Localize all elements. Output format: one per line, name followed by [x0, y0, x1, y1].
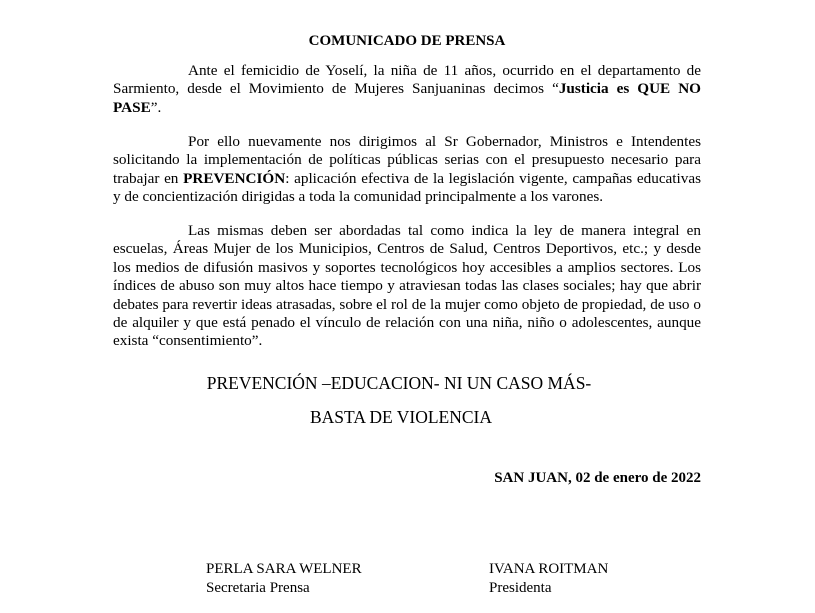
- paragraph-1-text: Ante el femicidio de Yoselí, la niña de 11 años, ocurrido en el departamento de Sarmiento, desde el Movimiento de Mujeres Sanjuaninas decimos “: [113, 62, 701, 98]
- paragraph-request-to-government: [113, 133, 701, 207]
- paragraph-femicide-statement: [113, 62, 701, 117]
- signature-block-secretary: [206, 560, 362, 598]
- paragraph-2-emphasis: PREVENCIÓN: [183, 169, 286, 187]
- slogan-line-2: BASTA DE VIOLENCIA: [309, 407, 493, 427]
- signatory-name: IVANA ROITMAN: [489, 561, 609, 577]
- signatory-role: Presidenta: [489, 580, 552, 596]
- signatory-role: Secretaria Prensa: [206, 580, 310, 596]
- paragraph-1-closing: ”.: [150, 98, 162, 116]
- paragraph-integral-approach: Las mismas deben ser abordadas tal como indica la ley de manera integral en escuelas, Áreas Mujer de los Municipios, Centros de Salud, Centros Deportivos, etc.; y desde los medios de difusión masivos y soportes tecnológicos hoy accesibles a amplios sectores. Los índices de abuso son muy altos hace tiempo y atraviesan todas las clases sociales; hay que abrir debates para revertir ideas atrasadas, sobre el rol de la mujer como objeto de propiedad, de uso o de alquiler y que está penado el vínculo de relación con una niña, niño o adolescentes, aunque exista “consentimiento”.: [113, 222, 701, 350]
- dateline: SAN JUAN, 02 de enero de 2022: [494, 470, 701, 486]
- signatory-name: PERLA SARA WELNER: [206, 561, 362, 577]
- paragraph-2-closing: : aplicación efectiva de la legislación vigente, campañas educativas y de concientización dirigidas a toda la comunidad principalmente a los varones.: [113, 169, 701, 206]
- document-title: COMUNICADO DE PRENSA: [308, 33, 506, 49]
- slogan-line-1: PREVENCIÓN –EDUCACION- NI UN CASO MÁS-: [206, 373, 592, 393]
- paragraph-1-emphasis: Justicia es QUE NO PASE: [113, 80, 701, 116]
- paragraph-2-text: Por ello nuevamente nos dirigimos al Sr Gobernador, Ministros e Intendentes solicitando la implementación de políticas públicas serias con el presupuesto necesario para trabajar en: [113, 133, 701, 187]
- signature-block-president: [489, 560, 608, 598]
